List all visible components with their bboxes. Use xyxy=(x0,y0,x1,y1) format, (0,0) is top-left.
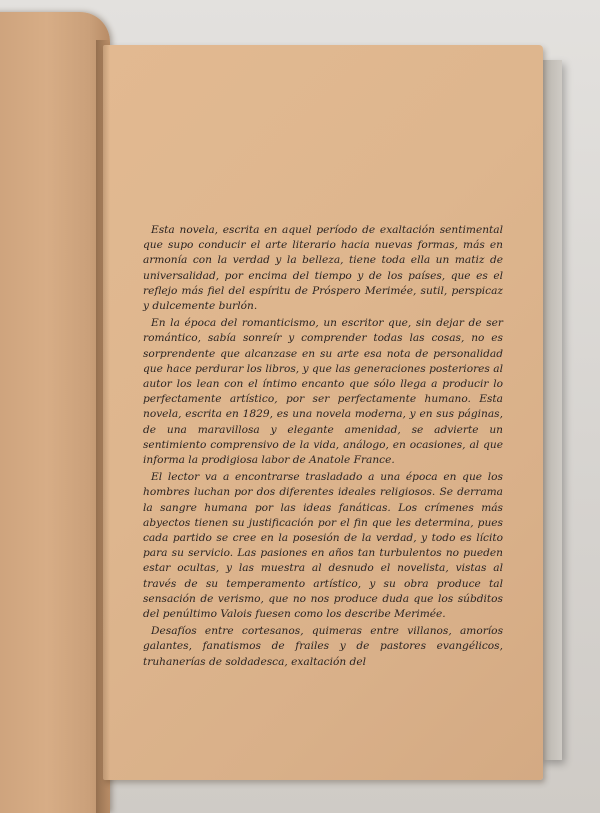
paragraph-1: Esta novela, escrita en aquel período de exaltación sentimental que supo conducir el arte literario hacia nuevas formas, más en armonía con la verdad y la belleza, tiene toda ella un matiz de universalidad, por encima del tiempo y de los países, que es el reflejo más fiel del espíritu de Próspero Merimée, sutil, perspicaz y dulcemente burlón. xyxy=(143,224,503,313)
page-text xyxy=(143,223,503,670)
paragraph-3: El lector va a encontrarse trasladado a una época en que los hombres luchan por dos diferentes ideales religiosos. Se derrama la sangre humana por las ideas fanáticas. Los crímenes más abyectos tienen su justificación por el fin que les determina, pues cada partido se cree en la posesión de la verdad, y todo es lícito para su servicio. Las pasiones en años tan turbulentos no pueden estar ocultas, y las muestra al desnudo el novelista, vistas al través de su temperamento artístico, y su obra produce tal sensación de verismo, que no nos produce duda que los súbditos del penúltimo Valois fuesen como los describe Merimée. xyxy=(143,471,503,621)
paragraph-4: Desafíos entre cortesanos, quimeras entre villanos, amoríos galantes, fanatismos de frailes y de pastores evangélicos, truhanerías de soldadesca, exaltación del xyxy=(143,625,503,668)
paragraph-2: En la época del romanticismo, un escritor que, sin dejar de ser romántico, sabía sonreír y comprender todas las cosas, no es sorprendente que alcanzase en su arte esa nota de personalidad que hace perdurar los libros, y que las generaciones posteriores al autor los lean con el íntimo encanto que sólo llega a producir lo perfectamente artístico, por ser perfectamente humano. Esta novela, escrita en 1829, es una novela moderna, y en sus páginas, de una maravillosa y elegante amenidad, se advierte un sentimiento comprensivo de la vida, análogo, en ocasiones, al que informa la prodigiosa labor de Anatole France. xyxy=(143,317,503,467)
book-gutter-shadow xyxy=(96,40,110,813)
left-page xyxy=(0,12,110,813)
book-page-edges xyxy=(540,60,562,760)
right-page xyxy=(103,45,543,780)
